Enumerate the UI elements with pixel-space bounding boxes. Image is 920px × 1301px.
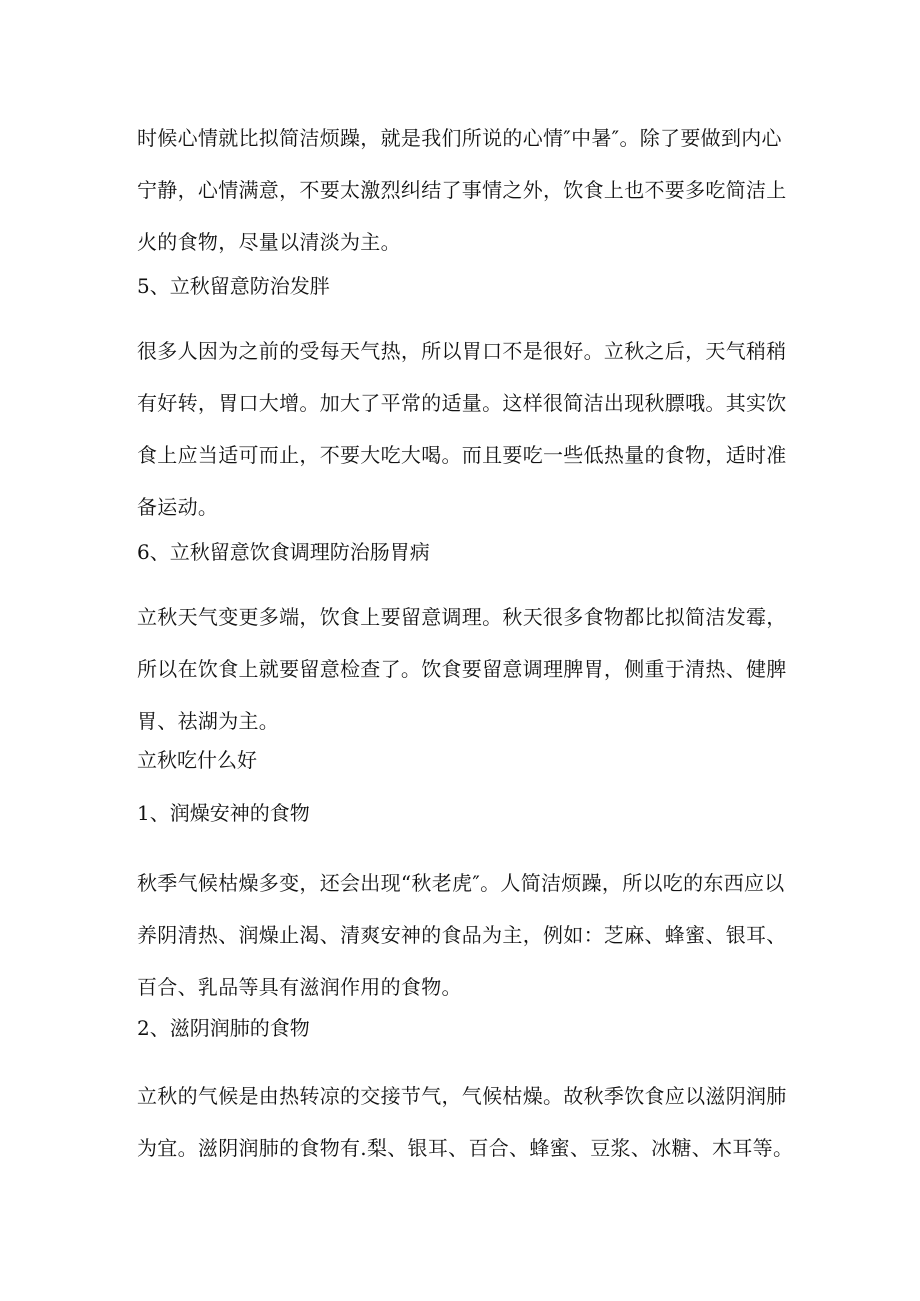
text-line: 为宜。滋阴润肺的食物有.梨、银耳、百合、蜂蜜、豆浆、冰糖、木耳等。 — [137, 1136, 794, 1160]
paragraph-lung-nourishing-foods — [137, 1070, 797, 1174]
paragraph-diet-regulation — [137, 591, 797, 747]
text-line: 立秋的气候是由热转凉的交接节气，气候枯燥。故秋季饮食应以滋阴润肺 — [137, 1084, 787, 1108]
text-line: 食上应当适可而止，不要大吃大喝。而且要吃一些低热量的食物，适时准 — [137, 443, 787, 467]
paragraph-weight-gain — [137, 325, 797, 533]
paragraph-mood-heatstroke — [137, 112, 797, 268]
text-line: 秋季气候枯燥多变，还会出现“秋老虎″。人简洁烦躁，所以吃的东西应以 — [137, 871, 785, 895]
text-line: 很多人因为之前的受每天气热，所以胃口不是很好。立秋之后，天气稍稍 — [137, 339, 787, 363]
text-line: 有好转，胃口大增。加大了平常的适量。这样很简洁出现秋膘哦。其实饮 — [137, 391, 787, 415]
paragraph-moisturizing-foods — [137, 857, 797, 1013]
heading-moisturizing-foods: 1、润燥安神的食物 — [137, 801, 310, 825]
text-line: 百合、乳品等具有滋润作用的食物。 — [137, 975, 462, 999]
text-line: 立秋天气变更多端，饮食上要留意调理。秋天很多食物都比拟简洁发霉， — [137, 605, 787, 629]
text-line: 火的食物，尽量以清淡为主。 — [137, 230, 401, 254]
text-line: 备运动。 — [137, 495, 219, 519]
heading-gastro-prevention: 6、立秋留意饮食调理防治肠胃病 — [137, 540, 430, 564]
text-line: 养阴清热、润燥止渴、清爽安神的食品为主，例如：芝麻、蜂蜜、银耳、 — [137, 923, 787, 947]
text-line: 所以在饮食上就要留意检查了。饮食要留意调理脾胃，侧重于清热、健脾 — [137, 657, 787, 681]
text-line: 胃、祛湖为主。 — [137, 709, 280, 733]
text-line: 时候心情就比拟简洁烦躁，就是我们所说的心情″中暑″。除了要做到内心 — [137, 126, 782, 150]
heading-what-to-eat: 立秋吃什么好 — [137, 748, 257, 772]
heading-prevent-weight-gain: 5、立秋留意防治发胖 — [137, 274, 330, 298]
heading-lung-nourishing-foods: 2、滋阴润肺的食物 — [137, 1016, 310, 1040]
text-line: 宁静，心情满意，不要太激烈纠结了事情之外，饮食上也不要多吃简洁上 — [137, 178, 787, 202]
